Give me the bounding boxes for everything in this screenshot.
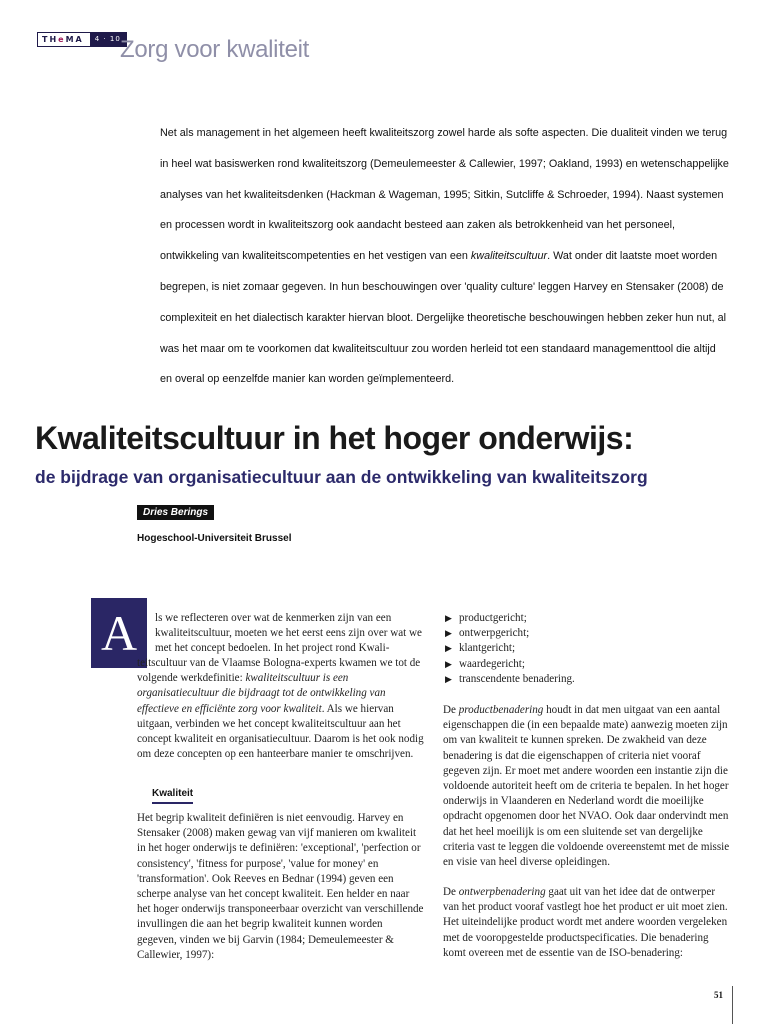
list-item: ▶ waardegericht; xyxy=(443,657,743,672)
thema-label: THeMA xyxy=(38,33,90,46)
page-number-rule xyxy=(732,986,733,1024)
thema-badge xyxy=(37,32,127,47)
section-heading-kwaliteit: Kwaliteit xyxy=(152,788,193,804)
article-subtitle: de bijdrage van organisatiecultuur aan de ontwikkeling van kwaliteitszorg xyxy=(35,467,648,487)
triangle-right-icon: ▶ xyxy=(445,673,452,684)
body-paragraph-intro: teitscultuur van de Vlaamse Bologna-experts kwamen we tot de volgende werkdefinitie: kwaliteitscultuur is een organisatiecultuur die bijdraagt tot de ontwikkeling van effectieve en efficiënte zorg voor kwaliteit. Als we hiervan uitgaan, verbinden we het concept kwaliteitscultuur aan het concept kwaliteit en organisatiecultuur. Daarom is het ook nodig om deze concepten op een hanteerbare manier te omschrijven. xyxy=(137,657,424,761)
body-paragraph-ontwerpbenadering: De ontwerpbenadering gaat uit van het idee dat de ontwerper van het product vooraf vastlegt hoe het product er uit moet zien. Het uiteindelijke product wordt met andere woorden vergeleken met de vooropgestelde productspecificaties. Die benadering komt overeen met de essentie van de ISO-benadering: xyxy=(443,886,728,959)
list-item: ▶ transcendente benadering. xyxy=(443,672,743,687)
article-title: Kwaliteitscultuur in het hoger onderwijs: xyxy=(35,420,634,456)
approach-list xyxy=(443,611,743,687)
body-paragraph-kwaliteit: Het begrip kwaliteit definiëren is niet eenvoudig. Harvey en Stensaker (2008) maken gewag van vijf manieren om kwaliteit in het hoger onderwijs te definiëren: 'exceptional', 'perfection or consistency', 'fitness for purpose', 'value for money' en 'transformation'. Ook Reeves en Bednar (1994) geven een scherpe analyse van het concept kwaliteit. Een helder en naar het hoger onderwijs transponeerbaar overzicht van verschillende invullingen die aan het begrip kwaliteit kunnen worden gegeven, vinden we bij Garvin (1984; Demeulemeester & Callewier, 1997): xyxy=(137,812,424,961)
affiliation: Hogeschool-Universiteit Brussel xyxy=(137,533,292,544)
list-item: ▶ productgericht; xyxy=(443,611,743,626)
triangle-right-icon: ▶ xyxy=(445,613,452,623)
body-paragraph-intro-top: ls we reflecteren over wat de kenmerken zijn van een kwaliteitscultuur, moeten we het eerst eens zijn over wat we met het concept bedoelen. In het project rond Kwali- xyxy=(155,612,422,655)
intro-paragraph: Net als management in het algemeen heeft kwaliteitszorg zowel harde als softe aspecten. Die dualiteit vinden we terug in heel wat basiswerken rond kwaliteitszorg (Demeulemeester & Callewier, 1997; Oakland, 1993) en wetenschappelijke analyses van het kwaliteitsdenken (Hackman & Wageman, 1995; Sitkin, Sutcliffe & Schroeder, 1994). Naast systemen en processen wordt in kwaliteitszorg ook aandacht besteed aan zaken als betrokkenheid van het personeel, ontwikkeling van kwaliteitscompetenties en het vestigen van een kwaliteitscultuur. Wat onder dit laatste moet worden begrepen, is niet zomaar gegeven. In hun beschouwingen over 'quality culture' leggen Harvey en Stensaker (2008) de complexiteit en het dialectisch karakter hiervan bloot. Dergelijke theoretische beschouwingen hebben zeker hun nut, al was het maar om te voorkomen dat kwaliteitscultuur zou worden herleid tot een standaard managementtool die altijd en overal op eenzelfde manier kan worden geïmplementeerd. xyxy=(160,127,729,386)
triangle-right-icon: ▶ xyxy=(445,643,452,654)
triangle-right-icon: ▶ xyxy=(445,628,452,639)
list-item: ▶ klantgericht; xyxy=(443,641,743,656)
issue-number: 4 · 10 xyxy=(90,33,126,46)
body-paragraph-productbenadering: De productbenadering houdt in dat men uitgaat van een aantal eigenschappen die (in een bepaalde mate) aanwezig moeten zijn om van kwaliteit te kunnen spreken. De zwakheid van deze benadering is dat die eigenschappen of criteria niet vooraf gegeven zijn. Er moet met andere woorden een instantie zijn die voldoende autoriteit heeft om de criteria te bepalen. In het hoger onderwijs in Vlaanderen en Nederland wordt die moeilijke opdracht opgenomen door het NVAO. Ook daar ondervindt men dat het heel moeilijk is om een sluitende set van dergelijke criteria vast te leggen die voldoende overeenstemt met de missie en visie van heel diverse opleidingen. xyxy=(443,704,730,869)
page-number: 51 xyxy=(714,990,723,1000)
list-item: ▶ ontwerpgericht; xyxy=(443,626,743,641)
author-label: Dries Berings xyxy=(137,505,214,520)
drop-cap: A xyxy=(91,598,147,668)
section-title: Zorg voor kwaliteit xyxy=(120,36,310,63)
triangle-right-icon: ▶ xyxy=(445,658,452,669)
